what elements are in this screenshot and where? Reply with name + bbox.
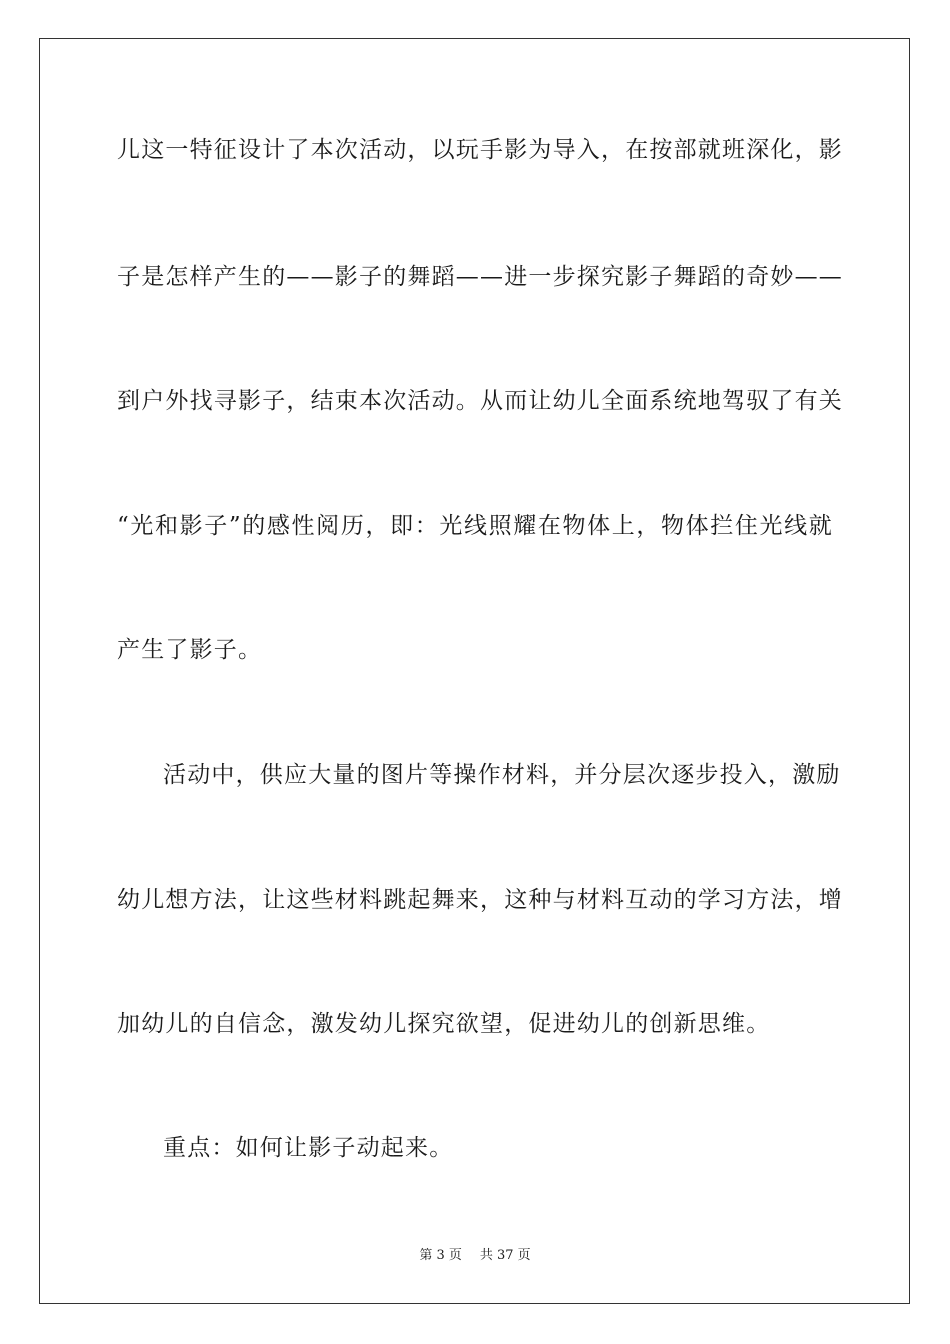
page-number: 第 3 页 (419, 1248, 462, 1263)
page-footer (0, 1247, 950, 1265)
paragraph-line-5: 产生了影子。 (117, 637, 263, 663)
paragraph-line-7: 幼儿想方法，让这些材料跳起舞来，这种与材料互动的学习方法，增 (117, 887, 843, 913)
page-total: 共 37 页 (479, 1248, 531, 1263)
paragraph-line-4: “光和影子”的感性阅历，即：光线照耀在物体上，物体拦住光线就 (117, 513, 833, 539)
paragraph-line-8: 加幼儿的自信念，激发幼儿探究欲望，促进幼儿的创新思维。 (117, 1011, 771, 1037)
key-point-line: 重点：如何让影子动起来。 (163, 1135, 454, 1161)
paragraph-line-3: 到户外找寻影子，结束本次活动。从而让幼儿全面系统地驾驭了有关 (117, 388, 843, 414)
page-border (39, 38, 910, 1304)
paragraph-line-6: 活动中，供应大量的图片等操作材料，并分层次逐步投入，激励 (163, 762, 841, 788)
paragraph-line-2: 子是怎样产生的——影子的舞蹈——进一步探究影子舞蹈的奇妙—— (117, 264, 843, 290)
paragraph-line-1: 儿这一特征设计了本次活动，以玩手影为导入，在按部就班深化，影 (117, 137, 843, 163)
